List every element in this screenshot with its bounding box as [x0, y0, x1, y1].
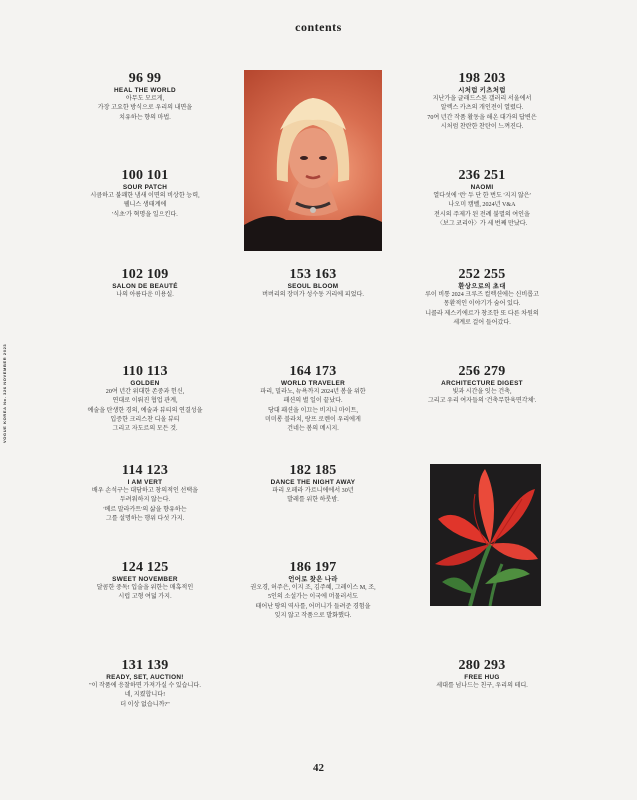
- toc-entry-dance-the-night-away[interactable]: [238, 463, 388, 506]
- entry-pages: 131 139: [121, 658, 169, 673]
- portrait-illustration: [244, 70, 382, 251]
- entry-heading: SEOUL BLOOM: [287, 283, 339, 290]
- entry-heading: SOUR PATCH: [122, 184, 168, 191]
- portrait-photo: [244, 70, 382, 251]
- entry-description: 빛과 시간을 잇는 건축, 그리고 우리 여자들의 '건축무한육면각체'.: [427, 389, 537, 405]
- toc-entry-architecture-digest[interactable]: [407, 364, 557, 407]
- entry-heading: NAOMI: [470, 184, 494, 191]
- entry-heading: I AM VERT: [127, 479, 163, 486]
- entry-description: 나의 아름다운 미용실.: [116, 292, 174, 298]
- entry-heading: SWEET NOVEMBER: [112, 576, 178, 583]
- entry-pages: 96 99: [128, 71, 162, 86]
- entry-pages: 236 251: [458, 168, 506, 183]
- entry-heading: HEAL THE WORLD: [114, 87, 176, 94]
- entry-description: 20여 년간 위대한 존중과 헌신, 연대로 이뤄진 협업 관계, 예술을 탄생한 경의, 예술과 뷰티의 연결성을 입증한 크리스찬 디올 뷰티 그리고 자도르의 모든 것.: [87, 389, 203, 433]
- entry-heading: 환상으로의 초대: [458, 283, 506, 290]
- page-title: contents: [295, 20, 342, 34]
- entry-pages: 256 279: [458, 364, 506, 379]
- entry-pages: 153 163: [289, 267, 337, 282]
- toc-entry-golden[interactable]: [70, 364, 220, 434]
- entry-pages: 280 293: [458, 658, 506, 673]
- entry-description: "이 작품에 응찰하면 가져가실 수 있습니다. 네, 지켰합니다! 더 이상 없습니까?": [89, 683, 201, 708]
- toc-entry-heal-the-world[interactable]: [70, 71, 220, 123]
- toc-entry-i-am-vert[interactable]: [70, 463, 220, 524]
- entry-description: 파리, 밀라노, 뉴욕까지 2024년 봄을 위한 패션의 별 일이 끝났다. 당대 패션을 이끄는 비지니 마이트, 미미롱 블라치, 랑프 로렌이 우리에게 건네는 봄의 메시지.: [260, 389, 366, 433]
- entry-description: 지난가을 글래드스톤 갤러리 서울에서 알렉스 카츠의 개인전이 열렸다. 70여 년간 작품 활동을 해온 대가의 답변은 시처럼 찬란한 찬탄이 느껴진다.: [427, 96, 537, 130]
- entry-description: 세대를 넘나드는 친구, 우리의 테디.: [436, 683, 528, 689]
- entry-description: 달콤한 중독! 입술을 위한는 매혹적인 시럽 고형 여덟 가지.: [96, 585, 194, 601]
- entry-heading: DANCE THE NIGHT AWAY: [270, 479, 356, 486]
- toc-entry-world-traveler[interactable]: [238, 364, 388, 434]
- toc-entry-sour-patch[interactable]: [70, 168, 220, 220]
- entry-description: 버버리의 장미가 성수동 거리에 피었다.: [262, 292, 364, 298]
- flower-painting: [430, 464, 541, 606]
- entry-pages: 164 173: [289, 364, 337, 379]
- toc-entry-language-country[interactable]: [238, 560, 388, 621]
- entry-pages: 186 197: [289, 560, 337, 575]
- entry-description: 파리 오페라 가르니에에서 30년 발레를 위한 하룻밤.: [272, 488, 354, 504]
- toc-entry-invitation-to-fantasy[interactable]: [407, 267, 557, 328]
- toc-entry-free-hug[interactable]: [407, 658, 557, 691]
- entry-heading: WORLD TRAVELER: [280, 380, 346, 387]
- entry-pages: 124 125: [121, 560, 169, 575]
- entry-heading: 시처럼 키츠처럼: [458, 87, 506, 94]
- flower-illustration: [430, 464, 541, 606]
- toc-entry-like-katz[interactable]: [407, 71, 557, 132]
- entry-heading: SALON DE BEAUTÉ: [112, 283, 178, 290]
- toc-entry-naomi[interactable]: [407, 168, 557, 229]
- entry-pages: 102 109: [121, 267, 169, 282]
- entry-heading: READY, SET, AUCTION!: [106, 674, 184, 681]
- entry-heading: FREE HUG: [464, 674, 500, 681]
- entry-description: 배우 손석구는 대담하고 창의적인 선택을 두려워하지 않는다. '베르 말라카트'의 삶을 향유하는 그를 설명하는 행위 다섯 가지.: [91, 488, 199, 522]
- entry-heading: ARCHITECTURE DIGEST: [441, 380, 523, 387]
- toc-entry-sweet-november[interactable]: [70, 560, 220, 603]
- toc-entry-seoul-bloom[interactable]: [238, 267, 388, 300]
- entry-heading: GOLDEN: [130, 380, 160, 387]
- entry-pages: 110 113: [122, 364, 168, 379]
- entry-description: 시큼하고 불쾌한 냄새 이면의 비상한 능력, 웰니스 생태계에 '식초'가 혁명을 일으킨다.: [90, 193, 200, 218]
- entry-pages: 114 123: [121, 463, 169, 478]
- entry-description: 루이 비통 2024 크루즈 컬렉션에는 신비롭고 몽환적인 이야기가 숨어 있다. 니콜라 제스키에르가 창조한 또 다른 차원의 세계로 걸어 들어갔다.: [425, 292, 539, 326]
- entry-heading: 언어로 찾은 나라: [288, 576, 338, 583]
- toc-entry-ready-set-auction[interactable]: [70, 658, 220, 710]
- entry-pages: 198 203: [458, 71, 506, 86]
- entry-description: 열다섯에 '런' 두 단 한 번도 '지지 않은' 나오미 캠벨, 2024년 V&A 전시의 주제가 된 전례 불멸의 여인을 〈보그 코리아〉가 세 번째 만났다.: [433, 193, 531, 227]
- page-number: 42: [313, 762, 324, 774]
- spine-text: VOGUE KOREA No. 326 NOVEMBER 2023: [2, 343, 7, 443]
- entry-pages: 252 255: [458, 267, 506, 282]
- entry-pages: 100 101: [121, 168, 169, 183]
- entry-description: 권오경, 허주은, 이지 조, 김주혜, 그레이스 M, 조, 5인의 소설가는 이국에 머물러서도 태어난 땅의 역사를, 어머니가 들려준 경험을 잊지 않고 작품으로 발화했다.: [250, 585, 376, 619]
- entry-pages: 182 185: [289, 463, 337, 478]
- entry-description: 아무도 모르게, 가장 고요한 방식으로 우리의 내면을 치유하는 향의 마법.: [97, 96, 193, 121]
- toc-entry-salon-de-beaute[interactable]: [70, 267, 220, 300]
